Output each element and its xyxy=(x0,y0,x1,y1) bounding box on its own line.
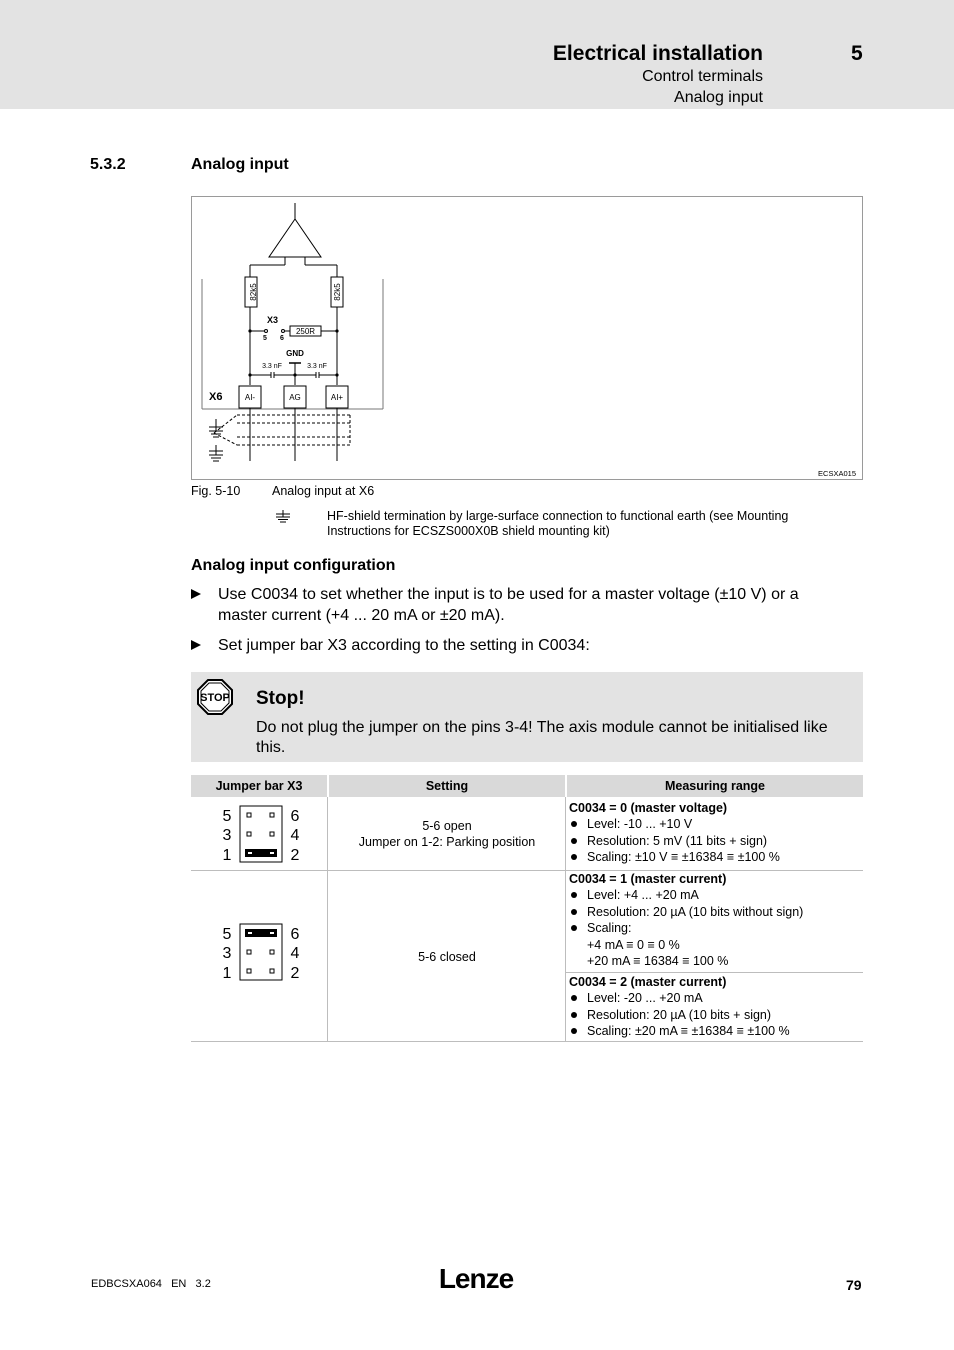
section-number: 5.3.2 xyxy=(90,156,126,173)
footer-document-id: EDBCSXA064 EN 3.2 xyxy=(91,1278,211,1290)
row1-setting-1: 5-6 open xyxy=(422,819,472,833)
figure-caption-text: Analog input at X6 xyxy=(272,484,375,498)
header-subtitle-2: Analog input xyxy=(674,89,763,106)
terminal-ai-plus-label: AI+ xyxy=(330,393,344,402)
svg-text:6: 6 xyxy=(290,808,300,825)
row1-setting-2: Jumper on 1-2: Parking position xyxy=(358,835,536,849)
arrow-icon xyxy=(191,589,201,599)
capacitor-left-label: 3.3 nF xyxy=(262,363,282,370)
section-title: Analog input xyxy=(191,156,289,173)
config-heading: Analog input configuration xyxy=(191,557,396,574)
list-item: Scaling: ±20 mA ≡ ±16384 ≡ ±100 % xyxy=(569,1023,790,1039)
gnd-label: GND xyxy=(286,349,304,358)
amplifier-symbol xyxy=(269,219,321,257)
header-band xyxy=(0,0,954,109)
svg-text:2: 2 xyxy=(290,965,300,982)
list-item: Level: -10 ... +10 V xyxy=(569,816,780,832)
table-header-range: Measuring range xyxy=(567,775,863,797)
chapter-title: Electrical installation xyxy=(552,42,763,65)
stop-sign-icon xyxy=(196,678,234,716)
table-header-jumper: Jumper bar X3 xyxy=(191,775,327,797)
figure-analog-input xyxy=(191,196,863,480)
row2a-measuring-range: C0034 = 1 (master current) Level: +4 ... +20 mA Resolution: 20 µA (10 bits without sign) Scaling: +4 mA ≡ 0 ≡ 0 % +20 mA ≡ 16384 ≡ 100 % xyxy=(569,872,804,969)
pin-6-label: 6 xyxy=(280,335,284,342)
lenze-logo xyxy=(434,1262,518,1294)
svg-text:2: 2 xyxy=(290,847,300,864)
pin-5-label: 5 xyxy=(263,335,267,342)
chapter-number: 5 xyxy=(851,42,863,65)
page-number: 79 xyxy=(846,1277,862,1293)
list-item: Resolution: 20 µA (10 bits without sign) xyxy=(569,904,803,920)
svg-text:4: 4 xyxy=(290,827,300,844)
x3-label: X3 xyxy=(267,315,279,325)
terminal-ai-minus-label: AI- xyxy=(244,393,256,402)
svg-text:6: 6 xyxy=(290,926,300,943)
svg-text:3: 3 xyxy=(222,827,232,844)
svg-text:5: 5 xyxy=(222,926,232,943)
earth-icon xyxy=(209,419,223,437)
svg-text:1: 1 xyxy=(222,965,232,982)
figure-caption-number: Fig. 5-10 xyxy=(191,484,241,498)
list-item: Scaling: xyxy=(569,920,803,936)
list-item: Level: -20 ... +20 mA xyxy=(569,990,790,1006)
svg-text:3: 3 xyxy=(222,945,232,962)
earth-icon xyxy=(209,445,223,461)
row1-measuring-range: C0034 = 0 (master voltage) Level: -10 ... +10 V Resolution: 5 mV (11 bits + sign) Scaling: ±10 V ≡ ±16384 ≡ ±100 % xyxy=(569,801,780,865)
svg-text:Lenze: Lenze xyxy=(438,1263,514,1294)
x6-label: X6 xyxy=(209,391,223,403)
list-item: Level: +4 ... +20 mA xyxy=(569,887,803,903)
list-item: Resolution: 20 µA (10 bits + sign) xyxy=(569,1007,790,1023)
stop-title: Stop! xyxy=(256,688,305,709)
svg-text:STOP: STOP xyxy=(200,692,230,704)
figure-code: ECSXA015 xyxy=(818,469,856,478)
resistor-right-label: 82k5 xyxy=(333,283,343,301)
terminal-ag-label: AG xyxy=(289,393,301,402)
circuit-diagram xyxy=(192,197,864,481)
row2-setting: 5-6 closed xyxy=(418,950,476,964)
jumper-bar-open-icon xyxy=(215,804,307,864)
svg-text:5: 5 xyxy=(222,808,232,825)
list-item: Resolution: 5 mV (11 bits + sign) xyxy=(569,833,780,849)
row2b-measuring-range: C0034 = 2 (master current) Level: -20 ... +20 mA Resolution: 20 µA (10 bits + sign) Scaling: ±20 mA ≡ ±16384 ≡ ±100 % xyxy=(569,975,790,1039)
header-subtitle-1: Control terminals xyxy=(642,68,763,85)
cable-shield xyxy=(214,415,350,445)
jumper-bar-closed-icon xyxy=(215,922,307,982)
resistor-250r-label: 250R xyxy=(295,327,316,336)
list-item: Scaling: ±10 V ≡ ±16384 ≡ ±100 % xyxy=(569,849,780,865)
table-header-setting: Setting xyxy=(329,775,565,797)
resistor-left-label: 82k5 xyxy=(249,283,259,301)
shield-earth-icon xyxy=(274,509,292,523)
shield-note: HF-shield termination by large-surface connection to functional earth (see Mounting Instructions for ECSZS000X0B shield mounting kit) xyxy=(327,509,789,538)
stop-text: Do not plug the jumper on the pins 3-4! The axis module cannot be initialised like this. xyxy=(256,719,828,756)
arrow-icon xyxy=(191,640,201,650)
svg-text:4: 4 xyxy=(290,945,300,962)
svg-text:1: 1 xyxy=(222,847,232,864)
capacitor-right-label: 3.3 nF xyxy=(307,363,327,370)
